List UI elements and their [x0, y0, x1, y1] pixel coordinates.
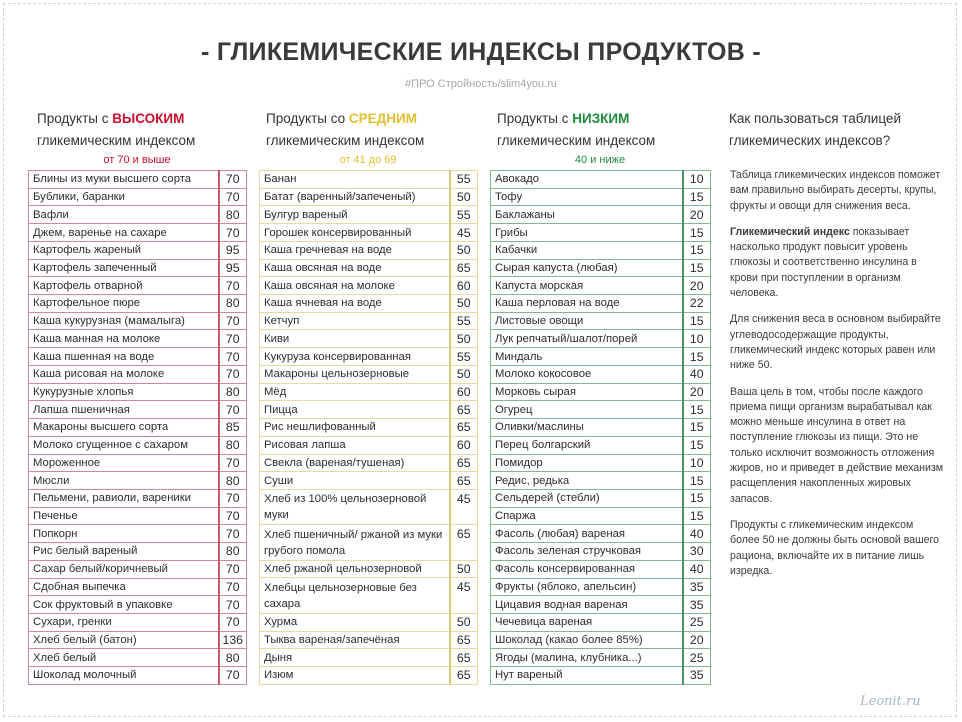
gi-value: 70 [219, 171, 247, 189]
gi-value: 136 [219, 631, 247, 649]
table-row [260, 631, 478, 649]
table-row [491, 631, 711, 649]
gi-value: 40 [683, 525, 711, 543]
gi-value: 65 [450, 401, 478, 419]
high-heading-prefix: Продукты с [37, 111, 113, 126]
table-row [260, 224, 478, 242]
table-row [29, 472, 247, 490]
how-to-text [730, 168, 945, 590]
table-row [491, 419, 711, 437]
table-row [260, 489, 478, 524]
gi-value: 65 [450, 472, 478, 490]
table-row [260, 330, 478, 348]
gi-value: 70 [219, 507, 247, 525]
how-to-paragraph-4: Ваша цель в том, чтобы после каждого приема пищи организм вырабатывал как можно меньше инсулина в ответ на поступление глюкозы из пищи. Это не только исключит возможность отложения жиров, но и приведет в действие механизм расщепления накопленных жировых запасов. [730, 385, 944, 505]
food-name: Мороженное [29, 454, 219, 472]
food-name: Грибы [491, 224, 683, 242]
low-gi-table [490, 170, 711, 685]
table-row [491, 241, 711, 259]
table-row [491, 295, 711, 313]
high-gi-range: от 70 и выше [103, 154, 171, 166]
gi-value: 60 [450, 383, 478, 401]
table-row [29, 649, 247, 667]
gi-definition: показывает насколько продукт повысит уровень глюкозы и соответственно инсулина в крови при поступлении в организм человека. [730, 225, 917, 300]
food-name: Мюсли [29, 472, 219, 490]
table-row [260, 666, 478, 684]
gi-term: Гликемический индекс [730, 225, 850, 238]
table-row [260, 454, 478, 472]
food-name: Фасоль консервированная [491, 560, 683, 578]
food-name: Каша гречневая на воде [260, 241, 450, 259]
table-row [29, 365, 247, 383]
gi-value: 22 [683, 295, 711, 313]
food-name: Пельмени, равиоли, вареники [29, 489, 219, 507]
table-row [29, 206, 247, 224]
gi-value: 15 [683, 472, 711, 490]
gi-value: 65 [450, 666, 478, 684]
gi-value: 55 [450, 312, 478, 330]
table-row [491, 365, 711, 383]
food-name: Перец болгарский [491, 436, 683, 454]
medium-heading-prefix: Продукты со [266, 111, 349, 126]
table-row [260, 277, 478, 295]
table-row [260, 348, 478, 366]
food-name: Кабачки [491, 241, 683, 259]
food-name: Картофель жареный [29, 241, 219, 259]
gi-value: 70 [219, 188, 247, 206]
table-row [260, 436, 478, 454]
food-name: Каша перловая на воде [491, 295, 683, 313]
food-name: Сахар белый/коричневый [29, 560, 219, 578]
food-name: Суши [260, 472, 450, 490]
food-name: Картофель отварной [29, 277, 219, 295]
medium-gi-range: от 41 до 69 [339, 154, 397, 166]
food-name: Картофель запеченный [29, 259, 219, 277]
medium-gi-heading [266, 108, 424, 152]
food-name: Сдобная выпечка [29, 578, 219, 596]
gi-value: 50 [450, 295, 478, 313]
table-row [491, 401, 711, 419]
food-name: Молоко сгущенное с сахаром [29, 436, 219, 454]
table-row [29, 277, 247, 295]
gi-value: 15 [683, 348, 711, 366]
food-name: Хлеб белый [29, 649, 219, 667]
gi-value: 70 [219, 613, 247, 631]
table-row [29, 596, 247, 614]
gi-value: 20 [683, 277, 711, 295]
food-name: Редис, редька [491, 472, 683, 490]
food-name: Листовые овощи [491, 312, 683, 330]
food-name: Киви [260, 330, 450, 348]
gi-value: 95 [219, 259, 247, 277]
gi-value: 55 [450, 348, 478, 366]
gi-value: 80 [219, 649, 247, 667]
gi-value: 50 [450, 613, 478, 631]
gi-value: 25 [683, 649, 711, 667]
gi-value: 20 [683, 631, 711, 649]
table-row [491, 224, 711, 242]
food-name: Лук репчатый/шалот/порей [491, 330, 683, 348]
gi-value: 50 [450, 330, 478, 348]
table-row [491, 436, 711, 454]
food-name: Макароны цельнозерновые [260, 365, 450, 383]
food-name: Баклажаны [491, 206, 683, 224]
gi-value: 35 [683, 578, 711, 596]
food-name: Изюм [260, 666, 450, 684]
food-name: Шоколад молочный [29, 667, 219, 685]
food-name: Хлебцы цельнозерновые без сахара [260, 578, 450, 613]
table-row [260, 295, 478, 313]
table-row [260, 171, 478, 189]
gi-value: 15 [683, 224, 711, 242]
table-row [260, 259, 478, 277]
gi-value: 80 [219, 295, 247, 313]
gi-value: 45 [450, 224, 478, 242]
gi-value: 15 [683, 241, 711, 259]
food-name: Блины из муки высшего сорта [29, 171, 219, 189]
table-row [491, 489, 711, 507]
gi-value: 70 [219, 596, 247, 614]
food-name: Кукурузные хлопья [29, 383, 219, 401]
gi-value: 50 [450, 188, 478, 206]
how-to-paragraph-2 [730, 225, 945, 301]
food-name: Попкорн [29, 525, 219, 543]
food-name: Фрукты (яблоко, апельсин) [491, 578, 683, 596]
food-name: Сельдерей (стебли) [491, 489, 683, 507]
gi-value: 70 [219, 578, 247, 596]
food-name: Каша ячневая на воде [260, 295, 450, 313]
gi-value: 40 [683, 560, 711, 578]
gi-value: 10 [683, 330, 711, 348]
table-row [260, 401, 478, 419]
table-row [29, 436, 247, 454]
page-title: - ГЛИКЕМИЧЕСКИЕ ИНДЕКСЫ ПРОДУКТОВ - [200, 38, 761, 66]
gi-value: 80 [219, 543, 247, 561]
table-row [491, 348, 711, 366]
table-row [29, 171, 247, 189]
gi-value: 60 [450, 436, 478, 454]
table-row [260, 578, 478, 613]
gi-value: 80 [219, 383, 247, 401]
food-name: Сырая капуста (любая) [491, 259, 683, 277]
food-name: Сухари, гренки [29, 613, 219, 631]
low-gi-heading [497, 108, 655, 152]
table-row [29, 295, 247, 313]
table-row [29, 330, 247, 348]
table-row [491, 277, 711, 295]
high-gi-table [28, 170, 247, 685]
gi-value: 95 [219, 241, 247, 259]
gi-value: 55 [450, 206, 478, 224]
watermark: Leonit.ru [860, 694, 921, 709]
gi-value: 10 [683, 454, 711, 472]
table-row [491, 560, 711, 578]
food-name: Хлеб ржаной цельнозерновой [260, 560, 450, 578]
gi-value: 35 [683, 596, 711, 614]
food-name: Хурма [260, 613, 450, 631]
food-name: Оливки/маслины [491, 419, 683, 437]
gi-value: 15 [683, 507, 711, 525]
gi-value: 70 [219, 489, 247, 507]
gi-value: 15 [683, 259, 711, 277]
table-row [491, 613, 711, 631]
food-name: Цицавия водная вареная [491, 596, 683, 614]
gi-value: 15 [683, 489, 711, 507]
gi-value: 45 [450, 578, 478, 613]
food-name: Рисовая лапша [260, 436, 450, 454]
gi-value: 20 [683, 206, 711, 224]
table-row [29, 348, 247, 366]
gi-value: 15 [683, 188, 711, 206]
gi-value: 50 [450, 241, 478, 259]
food-name: Каша рисовая на молоке [29, 365, 219, 383]
food-name: Рис белый вареный [29, 543, 219, 561]
gi-value: 20 [683, 383, 711, 401]
food-name: Свекла (вареная/тушеная) [260, 454, 450, 472]
table-row [29, 312, 247, 330]
table-row [491, 330, 711, 348]
table-row [260, 312, 478, 330]
table-row [29, 543, 247, 561]
food-name: Лапша пшеничная [29, 401, 219, 419]
food-name: Фасоль (любая) вареная [491, 525, 683, 543]
gi-value: 15 [683, 312, 711, 330]
table-row [29, 224, 247, 242]
gi-value: 55 [450, 171, 478, 189]
food-name: Каша манная на молоке [29, 330, 219, 348]
gi-value: 85 [219, 419, 247, 437]
table-row [491, 472, 711, 490]
gi-value: 70 [219, 348, 247, 366]
food-name: Тофу [491, 188, 683, 206]
gi-value: 15 [683, 436, 711, 454]
table-row [29, 454, 247, 472]
gi-value: 40 [683, 365, 711, 383]
table-row [29, 259, 247, 277]
gi-value: 65 [450, 649, 478, 667]
food-name: Помидор [491, 454, 683, 472]
gi-value: 70 [219, 365, 247, 383]
gi-value: 65 [450, 525, 478, 560]
table-row [29, 401, 247, 419]
food-name: Банан [260, 171, 450, 189]
table-row [491, 454, 711, 472]
table-row [29, 241, 247, 259]
table-row [491, 667, 711, 685]
table-row [260, 560, 478, 578]
food-name: Булгур вареный [260, 206, 450, 224]
gi-value: 70 [219, 312, 247, 330]
medium-heading-line2: гликемическим индексом [266, 133, 425, 148]
table-row [29, 489, 247, 507]
gi-value: 50 [450, 365, 478, 383]
gi-value: 70 [219, 560, 247, 578]
table-row [491, 188, 711, 206]
how-to-paragraph-5: Продукты с гликемическим индексом более 50 не должны быть основой вашего рациона, включайте их в питание лишь изредка. [730, 518, 940, 577]
table-row [491, 578, 711, 596]
table-row [260, 613, 478, 631]
table-row [491, 206, 711, 224]
food-name: Макароны высшего сорта [29, 419, 219, 437]
food-name: Хлеб белый (батон) [29, 631, 219, 649]
gi-value: 30 [683, 543, 711, 561]
table-row [29, 383, 247, 401]
table-row [29, 613, 247, 631]
table-row [491, 543, 711, 561]
high-heading-highlight: ВЫСОКИМ [112, 111, 185, 126]
how-to-heading-line1: Как пользоваться таблицей [729, 111, 901, 126]
food-name: Бублики, баранки [29, 188, 219, 206]
how-to-heading-line2: гликемических индексов? [729, 133, 891, 148]
gi-value: 65 [450, 419, 478, 437]
table-row [491, 383, 711, 401]
medium-gi-table [259, 170, 478, 685]
food-name: Сок фруктовый в упаковке [29, 596, 219, 614]
low-heading-highlight: НИЗКИМ [572, 111, 630, 126]
table-row [491, 312, 711, 330]
food-name: Горошек консервированный [260, 224, 450, 242]
gi-value: 70 [219, 525, 247, 543]
food-name: Кетчуп [260, 312, 450, 330]
food-name: Нут вареный [491, 667, 683, 685]
how-to-heading [729, 108, 949, 152]
gi-value: 65 [450, 631, 478, 649]
food-name: Каша овсяная на молоке [260, 277, 450, 295]
food-name: Батат (варенный/запеченый) [260, 188, 450, 206]
gi-value: 70 [219, 401, 247, 419]
table-row [260, 472, 478, 490]
high-heading-line2: гликемическим индексом [37, 133, 196, 148]
food-name: Хлеб пшеничный/ ржаной из муки грубого помола [260, 525, 450, 560]
table-row [29, 188, 247, 206]
table-row [260, 649, 478, 667]
table-row [491, 525, 711, 543]
gi-value: 65 [450, 454, 478, 472]
table-row [260, 525, 478, 560]
gi-value: 70 [219, 454, 247, 472]
food-name: Дыня [260, 649, 450, 667]
food-name: Кукуруза консервированная [260, 348, 450, 366]
gi-value: 35 [683, 667, 711, 685]
food-name: Шоколад (какао более 85%) [491, 631, 683, 649]
food-name: Авокадо [491, 171, 683, 189]
food-name: Ягоды (малина, клубника...) [491, 649, 683, 667]
table-row [29, 631, 247, 649]
table-row [29, 667, 247, 685]
food-name: Печенье [29, 507, 219, 525]
gi-value: 65 [450, 259, 478, 277]
table-row [491, 507, 711, 525]
table-row [491, 259, 711, 277]
food-name: Тыква вареная/запечёная [260, 631, 450, 649]
table-row [260, 365, 478, 383]
food-name: Мёд [260, 383, 450, 401]
food-name: Каша кукурузная (мамалыга) [29, 312, 219, 330]
medium-heading-highlight: СРЕДНИМ [348, 111, 417, 126]
food-name: Фасоль зеленая стручковая [491, 543, 683, 561]
gi-value: 10 [683, 171, 711, 189]
low-heading-line2: гликемическим индексом [497, 133, 656, 148]
table-row [29, 507, 247, 525]
food-name: Хлеб из 100% цельнозерновой муки [260, 489, 450, 524]
high-gi-heading [37, 108, 195, 152]
gi-value: 80 [219, 206, 247, 224]
food-name: Огурец [491, 401, 683, 419]
food-name: Морковь сырая [491, 383, 683, 401]
food-name: Молоко кокосовое [491, 365, 683, 383]
table-row [29, 578, 247, 596]
gi-value: 80 [219, 472, 247, 490]
food-name: Капуста морская [491, 277, 683, 295]
gi-value: 70 [219, 224, 247, 242]
gi-value: 70 [219, 667, 247, 685]
gi-value: 45 [450, 489, 478, 524]
food-name: Спаржа [491, 507, 683, 525]
table-row [491, 171, 711, 189]
gi-value: 70 [219, 277, 247, 295]
food-name: Картофельное пюре [29, 295, 219, 313]
how-to-paragraph-1: Таблица гликемических индексов поможет вам правильно выбирать десерты, крупы, фрукты и овощи для снижения веса. [730, 169, 941, 212]
gi-value: 25 [683, 613, 711, 631]
gi-value: 15 [683, 401, 711, 419]
table-row [491, 649, 711, 667]
food-name: Каша пшенная на воде [29, 348, 219, 366]
table-row [260, 419, 478, 437]
table-row [260, 188, 478, 206]
food-name: Чечевица вареная [491, 613, 683, 631]
food-name: Миндаль [491, 348, 683, 366]
food-name: Джем, варенье на сахаре [29, 224, 219, 242]
page-subtitle: #ПРО Стройность/slim4you.ru [405, 78, 557, 90]
how-to-paragraph-3: Для снижения веса в основном выбирайте углеводосодержащие продукты, гликемический индекс которых равен или ниже 50. [730, 313, 941, 372]
low-heading-prefix: Продукты с [497, 111, 573, 126]
low-gi-range: 40 и ниже [574, 154, 626, 166]
table-row [260, 383, 478, 401]
gi-value: 60 [450, 277, 478, 295]
table-row [29, 560, 247, 578]
food-name: Вафли [29, 206, 219, 224]
table-row [491, 596, 711, 614]
food-name: Каша овсяная на воде [260, 259, 450, 277]
food-name: Пицца [260, 401, 450, 419]
table-row [260, 241, 478, 259]
table-row [29, 419, 247, 437]
gi-value: 80 [219, 436, 247, 454]
table-row [260, 206, 478, 224]
gi-value: 70 [219, 330, 247, 348]
table-row [29, 525, 247, 543]
food-name: Рис нешлифованный [260, 419, 450, 437]
gi-value: 15 [683, 419, 711, 437]
gi-value: 50 [450, 560, 478, 578]
